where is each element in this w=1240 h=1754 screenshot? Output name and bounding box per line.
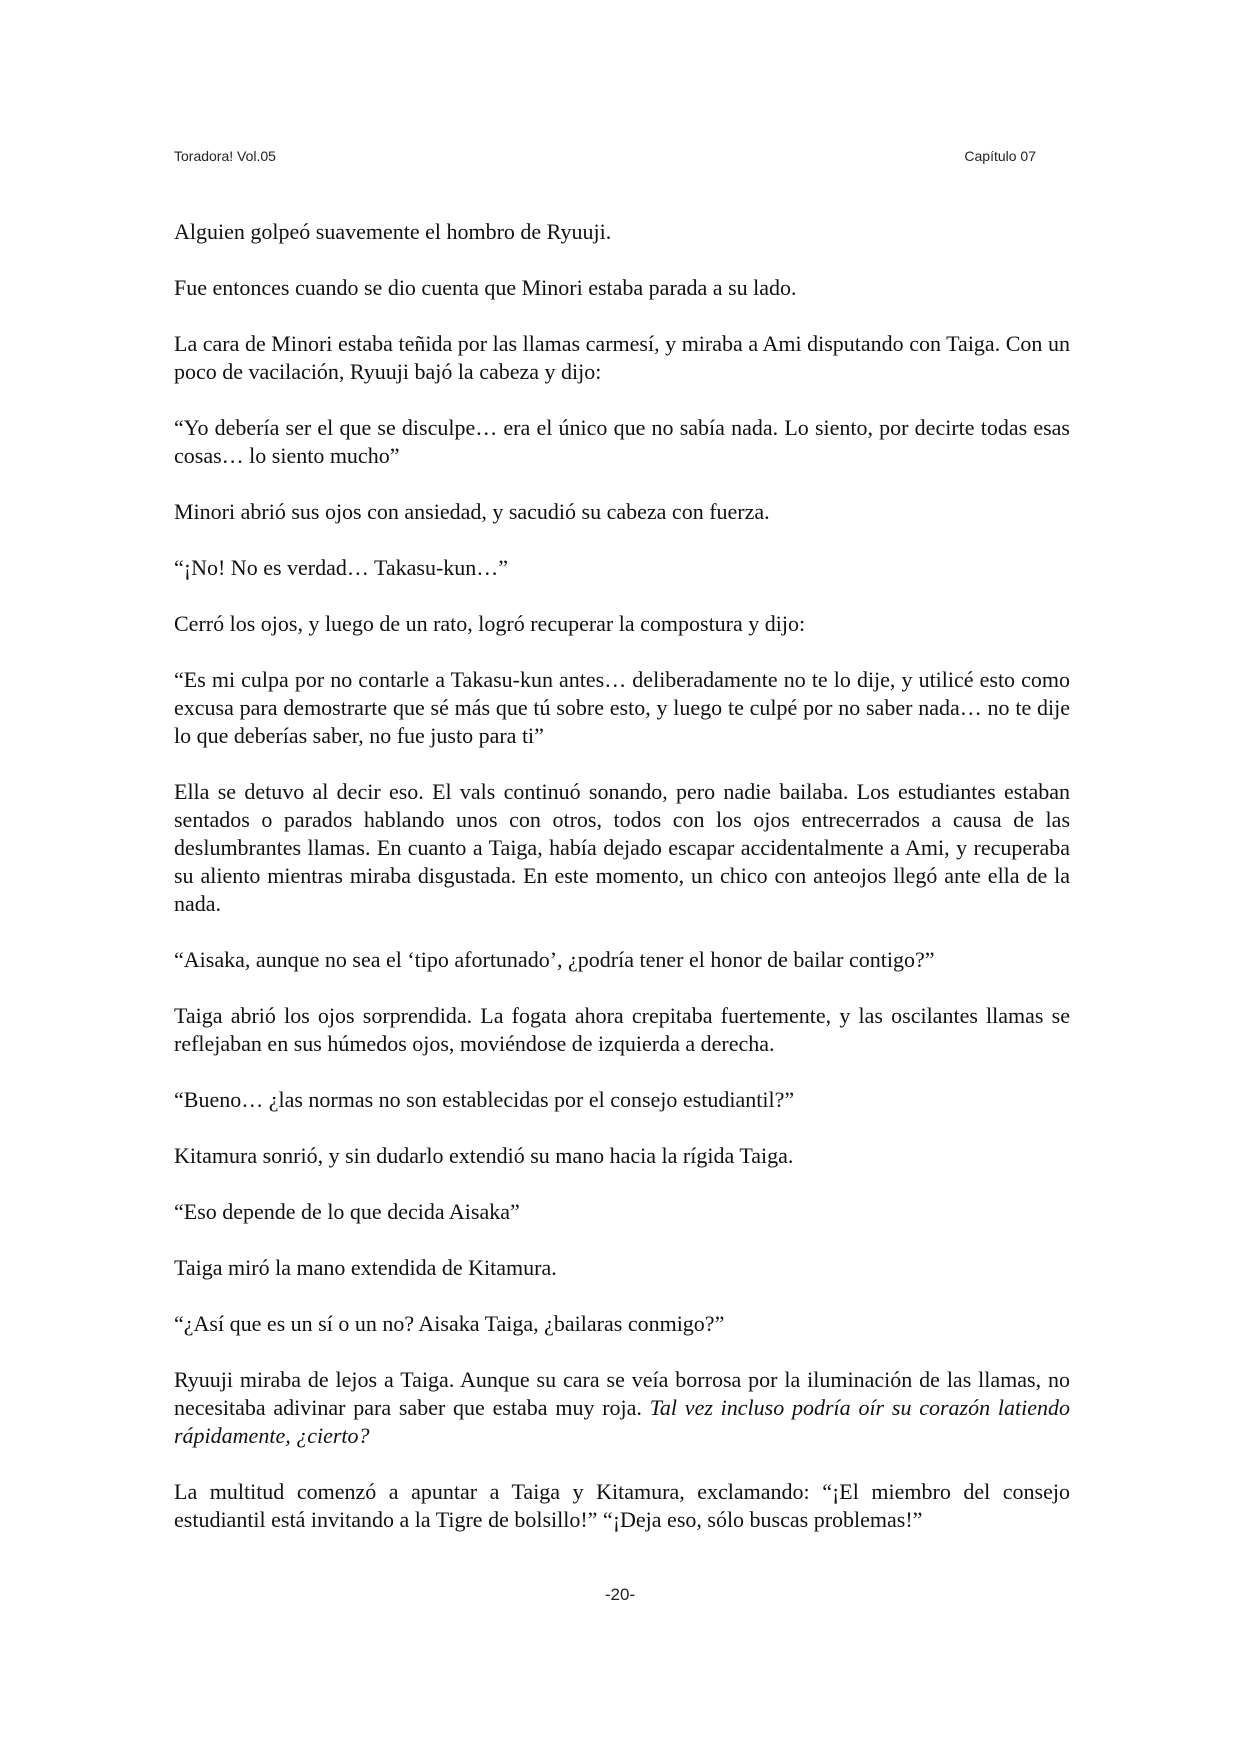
paragraph-mixed [174, 1366, 1070, 1450]
paragraph: Kitamura sonrió, y sin dudarlo extendió su mano hacia la rígida Taiga. [174, 1143, 794, 1168]
paragraph: La cara de Minori estaba teñida por las llamas carmesí, y miraba a Ami disputando con Taiga. Con un poco de vacilación, Ryuuji bajó la cabeza y dijo: [174, 331, 1070, 384]
header-book-title: Toradora! Vol.05 [174, 148, 276, 164]
page-number: -20- [604, 1585, 636, 1604]
paragraph: Cerró los ojos, y luego de un rato, logró recuperar la compostura y dijo: [174, 611, 806, 636]
paragraph: “¡No! No es verdad… Takasu-kun…” [174, 555, 509, 580]
paragraph: Ella se detuvo al decir eso. El vals continuó sonando, pero nadie bailaba. Los estudiantes estaban sentados o parados hablando unos con otros, todos con los ojos entrecerrados a causa de las deslumbrantes llamas. En cuanto a Taiga, había dejado escapar accidentalmente a Ami, y recuperaba su aliento mientras miraba disgustada. En este momento, un chico con anteojos llegó ante ella de la nada. [174, 779, 1070, 916]
paragraph: “Bueno… ¿las normas no son establecidas por el consejo estudiantil?” [174, 1087, 795, 1112]
paragraph: Taiga abrió los ojos sorprendida. La fogata ahora crepitaba fuertemente, y las oscilantes llamas se reflejaban en sus húmedos ojos, moviéndose de izquierda a derecha. [174, 1003, 1070, 1056]
paragraph: “Es mi culpa por no contarle a Takasu-kun antes… deliberadamente no te lo dije, y utilicé esto como excusa para demostrarte que sé más que tú sobre esto, y luego te culpé por no saber nada… no te dije lo que deberías saber, no fue justo para ti” [174, 667, 1070, 748]
paragraph: “Yo debería ser el que se disculpe… era el único que no sabía nada. Lo siento, por decirte todas esas cosas… lo siento mucho” [174, 415, 1070, 468]
paragraph-italic-text: Tal vez incluso podría oír su corazón latiendo rápidamente, ¿cierto? [174, 1395, 1070, 1448]
paragraph: “¿Así que es un sí o un no? Aisaka Taiga, ¿bailaras conmigo?” [174, 1311, 725, 1336]
paragraph: Minori abrió sus ojos con ansiedad, y sacudió su cabeza con fuerza. [174, 499, 770, 524]
body-text [174, 218, 1070, 1534]
page-header [174, 148, 1036, 170]
paragraph-normal-text: Ryuuji miraba de lejos a Taiga. Aunque su cara se veía borrosa por la iluminación de las llamas, no necesitaba adivinar para saber que estaba muy roja. [174, 1367, 1070, 1420]
paragraph: “Eso depende de lo que decida Aisaka” [174, 1199, 520, 1224]
paragraph: “Aisaka, aunque no sea el ‘tipo afortunado’, ¿podría tener el honor de bailar contigo?” [174, 947, 935, 972]
paragraph: Fue entonces cuando se dio cuenta que Minori estaba parada a su lado. [174, 275, 797, 300]
paragraph: Taiga miró la mano extendida de Kitamura. [174, 1255, 557, 1280]
header-chapter: Capítulo 07 [964, 148, 1036, 164]
paragraph: Alguien golpeó suavemente el hombro de Ryuuji. [174, 219, 612, 244]
paragraph: La multitud comenzó a apuntar a Taiga y Kitamura, exclamando: “¡El miembro del consejo estudiantil está invitando a la Tigre de bolsillo!” “¡Deja eso, sólo buscas problemas!” [174, 1479, 1070, 1532]
